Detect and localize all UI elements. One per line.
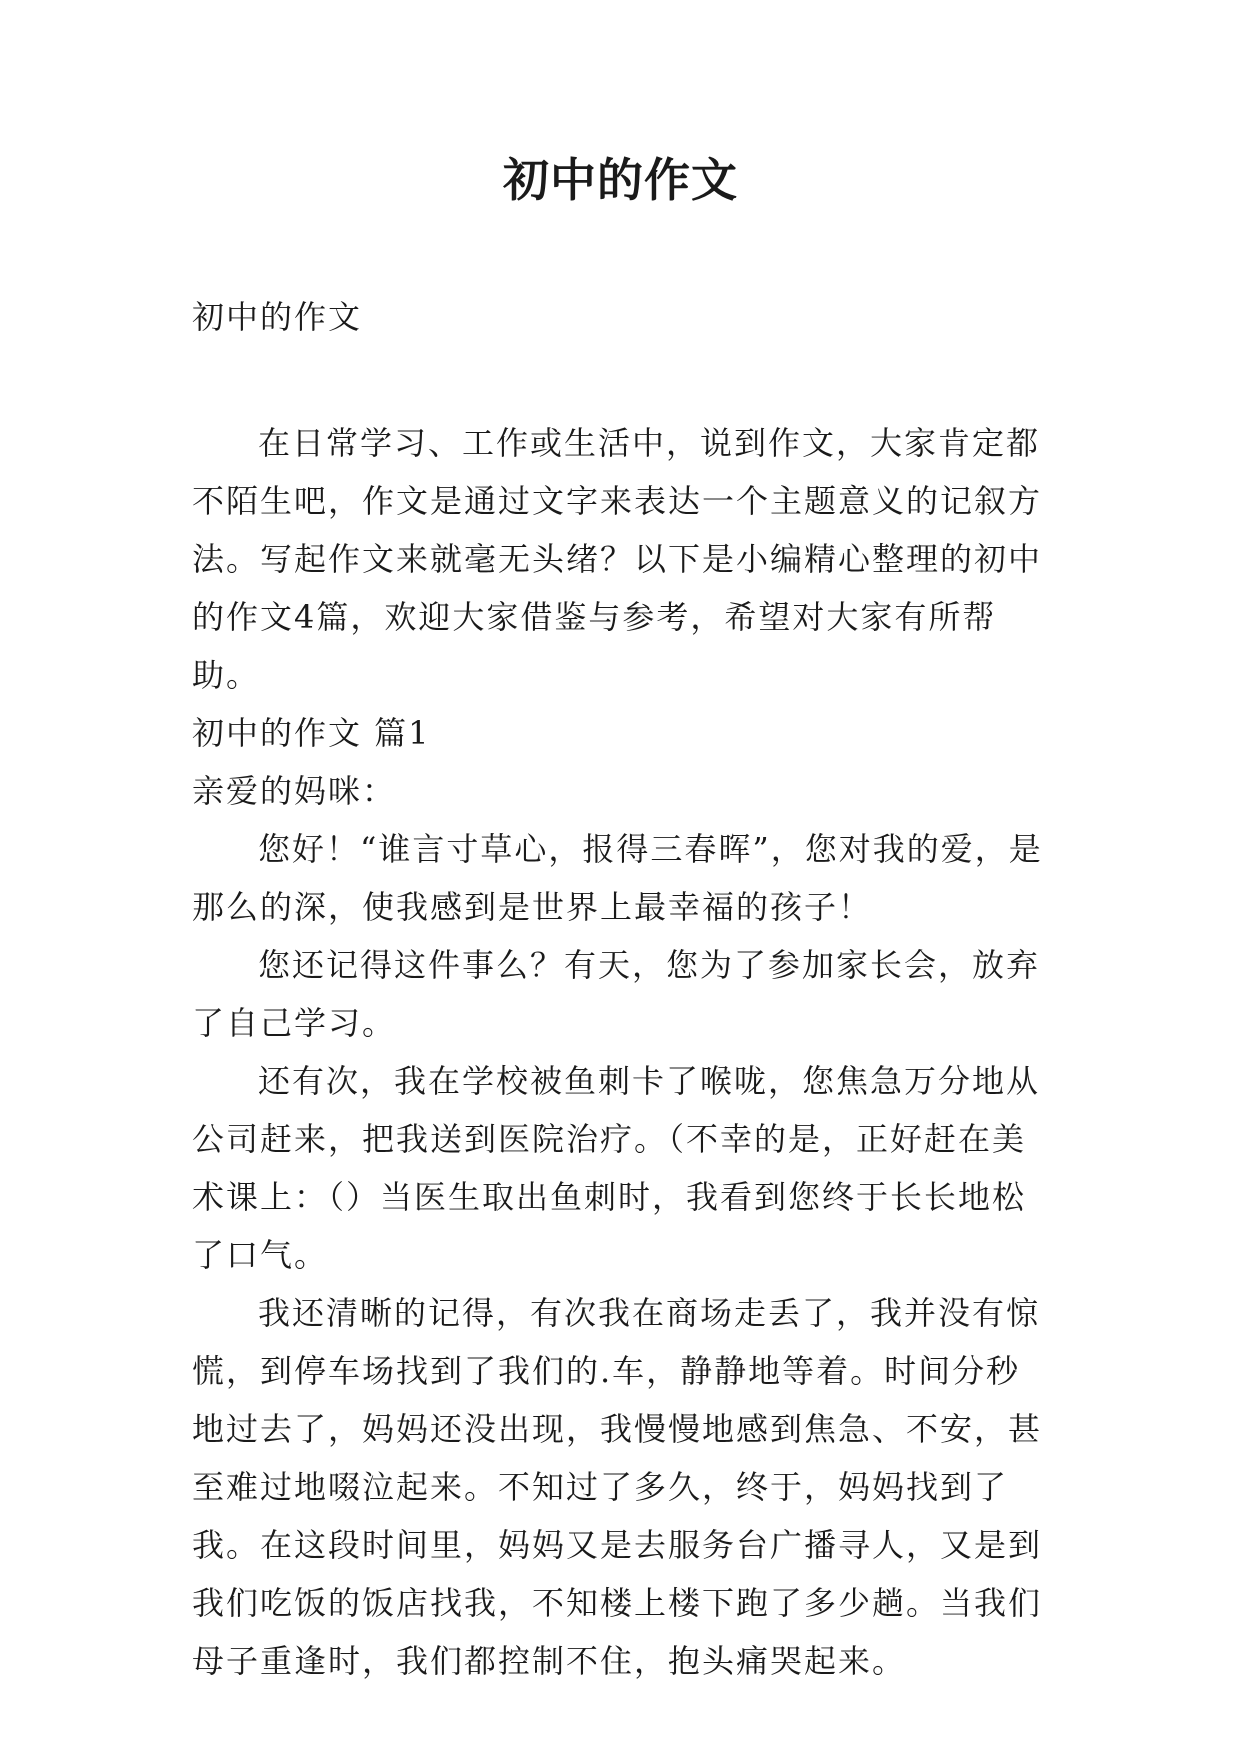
body-paragraph: 您还记得这件事么？有天，您为了参加家长会，放弃了自己学习。 bbox=[192, 946, 1041, 1042]
document-body bbox=[192, 288, 1052, 1690]
body-paragraph: 我还清晰的记得，有次我在商场走丢了，我并没有惊慌，到停车场找到了我们的.车，静静地等着。时间分秒地过去了，妈妈还没出现，我慢慢地感到焦急、不安，甚至难过地啜泣起来。不知过了多久，终于，妈妈找到了我。在这段时间里，妈妈又是去服务台广播寻人，又是到我们吃饭的饭店找我，不知楼上楼下跑了多少趟。当我们母子重逢时，我们都控制不住，抱头痛哭起来。 bbox=[192, 1294, 1043, 1680]
body-paragraph: 您好！“谁言寸草心，报得三春晖”，您对我的爱，是那么的深，使我感到是世界上最幸福的孩子！ bbox=[192, 830, 1043, 926]
body-paragraph: 还有次，我在学校被鱼刺卡了喉咙，您焦急万分地从公司赶来，把我送到医院治疗。（不幸的是，正好赶在美术课上：（）当医生取出鱼刺时，我看到您终于长长地松了口气。 bbox=[192, 1062, 1041, 1274]
section-heading: 初中的作文 篇1 bbox=[192, 714, 431, 752]
document-title: 初中的作文 bbox=[503, 153, 738, 207]
letter-salutation: 亲爱的妈咪： bbox=[192, 772, 397, 810]
document-subtitle: 初中的作文 bbox=[192, 298, 363, 336]
intro-paragraph: 在日常学习、工作或生活中，说到作文，大家肯定都不陌生吧，作文是通过文字来表达一个主题意义的记叙方法。写起作文来就毫无头绪？以下是小编精心整理的初中的作文4篇，欢迎大家借鉴与参考，希望对大家有所帮助。 bbox=[192, 424, 1043, 694]
